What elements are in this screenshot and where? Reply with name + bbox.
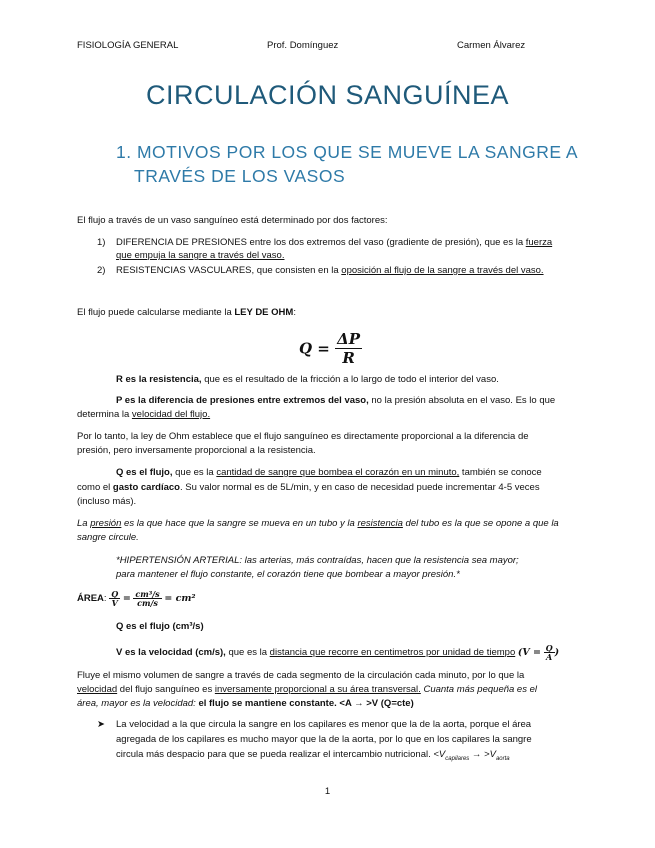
q-definition-2: como el gasto cardíaco. Su valor normal es de 5L/min, y en caso de necesidad puede incrementar 4-5 veces <box>77 482 540 493</box>
bullet-text-2: agregada de los capilares es mucho mayor que la de la aorta, por lo que en los capilares la sangre <box>116 734 532 745</box>
section-number: 1. <box>116 142 132 162</box>
header-left: FISIOLOGÍA GENERAL <box>77 40 179 51</box>
ohm-intro: El flujo puede calcularse mediante la LEY DE OHM: <box>77 307 296 318</box>
bullet-text-3: circula más despacio para que se pueda realizar el intercambio nutricional. $<V_{capilares} \to >V_{aorta}$ <box>116 749 510 762</box>
ohm-formula: Q = $\frac{\Delta P}{R}$ <box>299 330 361 367</box>
p-definition: P es la diferencia de presiones entre extremos del vaso, no la presión absoluta en el vaso. Es lo que <box>116 395 556 406</box>
p-definition-2: determina la velocidad del flujo. <box>77 409 211 420</box>
presion-text: La presión es la que hace que la sangre se mueva en un tubo y la resistencia del tubo es la que se opone a que la <box>77 518 559 529</box>
header-right: Carmen Álvarez <box>457 40 526 51</box>
section-heading-line2: TRAVÉS DE LOS VASOS <box>134 166 346 186</box>
page-title: CIRCULACIÓN SANGUÍNEA <box>145 80 510 110</box>
v-definition: V es la velocidad (cm/s), que es la distancia que recorre en centimetros por unidad de tiempo (V = $\frac{Q}{A}$ ) <box>116 643 560 662</box>
r-definition: R es la resistencia, que es el resultado de la fricción a lo largo de todo el interior del vaso. <box>116 374 499 385</box>
q-definition: Q es el flujo, que es la cantidad de sangre que bombea el corazón en un minuto, también se conoce <box>116 467 542 478</box>
factor-1-number: 1) <box>97 237 106 248</box>
q-flujo: Q es el flujo (cm³/s) <box>116 621 204 632</box>
section-title-1: MOTIVOS POR LOS QUE SE MUEVE LA SANGRE A <box>136 142 579 162</box>
q-definition-3: (incluso más). <box>77 496 137 507</box>
intro-text: El flujo a través de un vaso sanguíneo está determinado por dos factores: <box>77 215 388 226</box>
page-number: 1 <box>324 786 331 797</box>
hipertension-note-2: para mantener el flujo constante, el corazón tiene que bombear a mayor presión.* <box>116 569 460 580</box>
factor-1-text: DIFERENCIA DE PRESIONES entre los dos extremos del vaso (gradiente de presión), que es la fuerza <box>116 237 553 248</box>
factor-2-number: 2) <box>97 265 106 276</box>
bullet-text-1: La velocidad a la que circula la sangre en los capilares es menor que la de la aorta, porque el área <box>116 719 532 730</box>
fluye-text-1: Fluye el mismo volumen de sangre a través de cada segmento de la circulación cada minuto, por lo que la <box>77 670 525 681</box>
hipertension-note-1: *HIPERTENSIÓN ARTERIAL: las arterias, más contraídas, hacen que la resistencia sea mayor; <box>116 555 519 566</box>
header-center: Prof. Domínguez <box>267 40 339 51</box>
presion-text-2: sangre circule. <box>77 532 139 543</box>
fluye-text-2: velocidad del flujo sanguíneo es inversamente proporcional a su área transversal. Cuanta más pequeña es el <box>77 684 538 695</box>
factor-1-text-2: que empuja la sangre a través del vaso. <box>116 250 285 261</box>
bullet-arrow-icon: ➤ <box>97 719 105 730</box>
area-formula: ÁREA: $\frac{Q}{V}$ = $\frac{\text{cm³/s}}{cm/s}$ = cm² <box>77 588 196 608</box>
ley-text-2: presión, pero inversamente proporcional a la resistencia. <box>77 445 316 456</box>
ley-text-1: Por lo tanto, la ley de Ohm establece que el flujo sanguíneo es directamente proporcional a la diferencia de <box>77 431 529 442</box>
section-heading-line1 <box>116 142 578 163</box>
fluye-text-3: área, mayor es la velocidad: el flujo se mantiene constante. <A → >V (Q=cte) <box>77 698 414 709</box>
factor-2-text: RESISTENCIAS VASCULARES, que consisten en la oposición al flujo de la sangre a través del vaso. <box>116 265 544 276</box>
